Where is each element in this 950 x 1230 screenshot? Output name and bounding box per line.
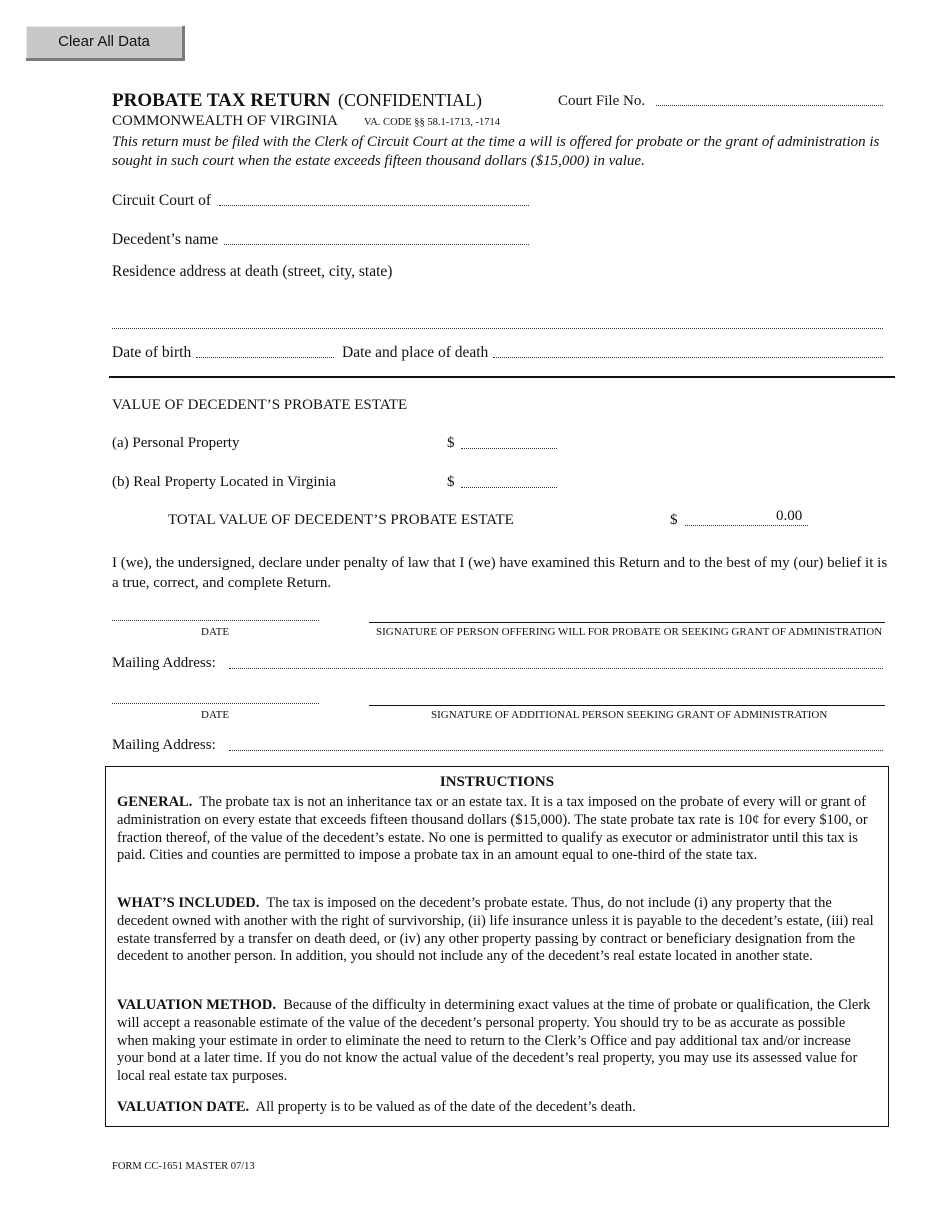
included-title: WHAT’S INCLUDED. bbox=[117, 895, 260, 911]
estate-heading: VALUE OF DECEDENT’S PROBATE ESTATE bbox=[112, 397, 408, 413]
declaration-text: I (we), the undersigned, declare under penalty of law that I (we) have examined this Return and to the best of my (our) belief it is a true, correct, and complete Return. bbox=[112, 555, 888, 591]
valuation-paragraph bbox=[117, 997, 877, 1086]
date-label-1: DATE bbox=[201, 626, 230, 638]
included-text: The tax is imposed on the decedent’s probate estate. Thus, do not include (i) any property that the decedent owned with another with the right of survivorship, (ii) life insurance unless it is payable to the decedent’s estate, (iii) real estate transferred by a transfer on death deed, or (iv) any other property passing by contract or beneficiary designation from the decedent to another person. In addition, you should not include any of the decedent’s real estate located in another state. bbox=[117, 895, 874, 965]
date-field-1[interactable] bbox=[112, 620, 319, 621]
general-paragraph bbox=[117, 794, 877, 865]
clear-all-data-button[interactable]: Clear All Data bbox=[26, 26, 185, 61]
form-id: FORM CC-1651 MASTER 07/13 bbox=[112, 1161, 255, 1172]
residence-address-field[interactable] bbox=[112, 328, 883, 329]
code-reference: VA. CODE §§ 58.1-1713, -1714 bbox=[364, 117, 501, 128]
mailing-address-field-2[interactable] bbox=[229, 750, 883, 751]
personal-property-label: (a) Personal Property bbox=[112, 435, 240, 451]
court-file-label: Court File No. bbox=[558, 93, 646, 109]
currency-symbol: $ bbox=[670, 512, 678, 528]
instructions-box bbox=[105, 766, 889, 1127]
decedent-name-label: Decedent’s name bbox=[112, 231, 219, 248]
death-date-place-field[interactable] bbox=[493, 357, 883, 358]
mailing-address-label-2: Mailing Address: bbox=[112, 737, 216, 753]
date-field-2[interactable] bbox=[112, 703, 319, 704]
valuation-title: VALUATION METHOD. bbox=[117, 997, 276, 1013]
residence-label: Residence address at death (street, city, state) bbox=[112, 263, 393, 280]
filing-notice: This return must be filed with the Clerk of Circuit Court at the time a will is offered for probate or the grant of administration is sought in such court when the estate exceeds fifteen thousand dollars ($15,000) in value. bbox=[112, 134, 880, 169]
valuation-date-paragraph bbox=[117, 1099, 877, 1117]
dob-field[interactable] bbox=[196, 357, 334, 358]
decedent-name-field[interactable] bbox=[224, 244, 529, 245]
death-label: Date and place of death bbox=[342, 344, 489, 361]
signature-line-2[interactable] bbox=[369, 705, 885, 706]
currency-symbol: $ bbox=[447, 474, 455, 490]
mailing-address-label-1: Mailing Address: bbox=[112, 655, 216, 671]
total-value: 0.00 bbox=[776, 508, 803, 524]
valuation-text: Because of the difficulty in determining exact values at the time of probate or qualification, the Clerk will accept a reasonable estimate of the value of the decedent’s personal property. You should try to be as accurate as possible when making your estimate in order to eliminate the need to return to the Clerk’s Office and pay additional tax and/or increase your bond at a later time. If you do not know the actual value of the decedent’s real property, you may use its assessed value for local real estate tax purposes. bbox=[117, 997, 871, 1085]
total-value-label: TOTAL VALUE OF DECEDENT’S PROBATE ESTATE bbox=[168, 512, 514, 528]
personal-property-field[interactable] bbox=[461, 448, 557, 449]
valuation-date-title: VALUATION DATE. bbox=[117, 1099, 250, 1115]
circuit-court-field[interactable] bbox=[219, 205, 529, 206]
signature-line-1[interactable] bbox=[369, 622, 885, 623]
circuit-court-label: Circuit Court of bbox=[112, 192, 212, 209]
general-text: The probate tax is not an inheritance tax or an estate tax. It is a tax imposed on the probate of every will or grant of administration on every estate that exceeds fifteen thousand dollars ($15,000). The state probate tax rate is 10¢ for every $100, or fraction thereof, of the value of the decedent’s estate. No one is permitted to qualify as executor or administrator until this tax is paid. Cities and counties are permitted to impose a probate tax in an amount equal to one-third of the state tax. bbox=[117, 794, 868, 864]
general-title: GENERAL. bbox=[117, 794, 193, 810]
real-property-field[interactable] bbox=[461, 487, 557, 488]
signature-label-2: SIGNATURE OF ADDITIONAL PERSON SEEKING GRANT OF ADMINISTRATION bbox=[431, 709, 828, 721]
section-divider bbox=[109, 376, 895, 378]
dob-label: Date of birth bbox=[112, 344, 192, 361]
mailing-address-field-1[interactable] bbox=[229, 668, 883, 669]
included-paragraph bbox=[117, 895, 877, 966]
confidential-label: (CONFIDENTIAL) bbox=[338, 90, 482, 110]
valuation-date-text: All property is to be valued as of the date of the decedent’s death. bbox=[255, 1099, 636, 1115]
currency-symbol: $ bbox=[447, 435, 455, 451]
date-label-2: DATE bbox=[201, 709, 230, 721]
instructions-heading: INSTRUCTIONS bbox=[439, 774, 555, 790]
real-property-label: (b) Real Property Located in Virginia bbox=[112, 474, 336, 490]
form-title: PROBATE TAX RETURN bbox=[112, 90, 331, 111]
signature-label-1: SIGNATURE OF PERSON OFFERING WILL FOR PROBATE OR SEEKING GRANT OF ADMINISTRATION bbox=[376, 626, 883, 638]
commonwealth-label: COMMONWEALTH OF VIRGINIA bbox=[112, 113, 338, 129]
total-value-field bbox=[685, 525, 808, 526]
court-file-field[interactable] bbox=[656, 105, 883, 106]
